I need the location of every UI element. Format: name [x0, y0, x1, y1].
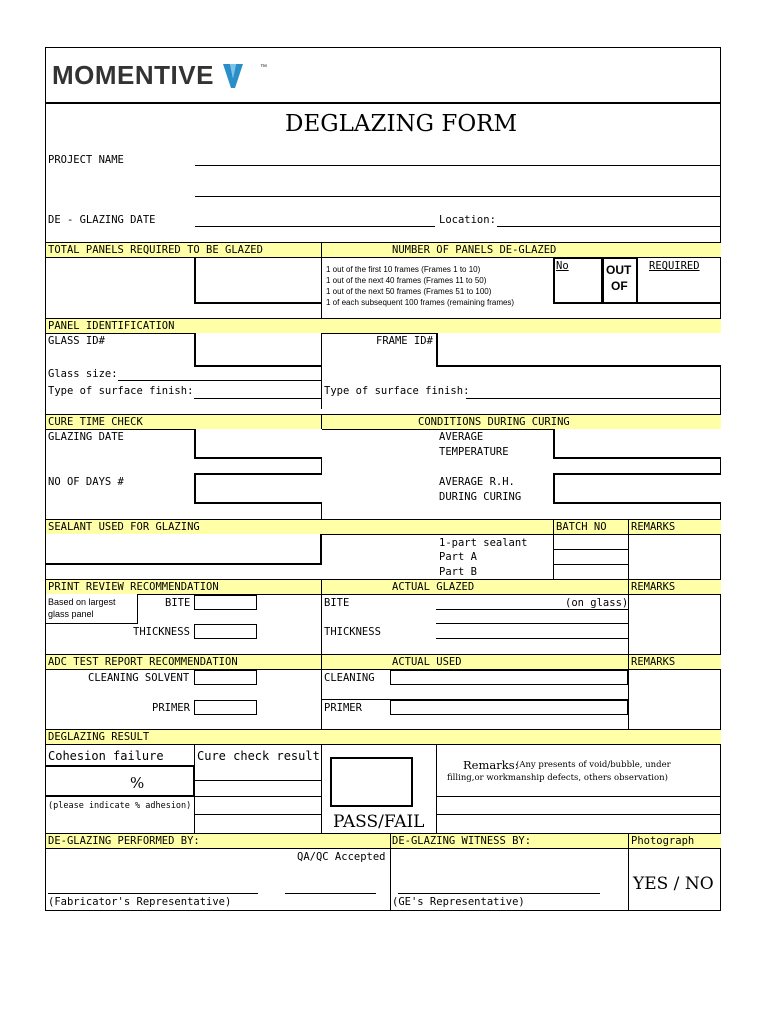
cleaning-solvent-label: CLEANING SOLVENT — [88, 672, 190, 684]
pass-fail-box[interactable] — [330, 757, 413, 807]
logo-text: MOMENTIVE — [52, 60, 214, 90]
glazing-date-box[interactable] — [194, 429, 322, 459]
adc-header: ADC TEST REPORT RECOMMENDATION — [48, 656, 238, 668]
surface-finish-left-label: Type of surface finish: — [48, 385, 194, 397]
performed-by-header: DE-GLAZING PERFORMED BY: — [48, 835, 200, 847]
result-remarks-label: Remarks: — [463, 758, 519, 772]
no-days-box[interactable] — [194, 473, 322, 504]
print-review-header: PRINT REVIEW RECOMMENDATION — [48, 581, 219, 593]
glass-id-box[interactable] — [194, 333, 322, 367]
avg-rh-box[interactable] — [553, 473, 721, 504]
cure-check-label: Cure check result — [197, 749, 320, 763]
one-part-label: 1-part sealant — [439, 537, 528, 549]
glass-size-line[interactable] — [118, 380, 321, 381]
primer-box[interactable] — [194, 700, 257, 715]
surface-finish-right-label: Type of surface finish: — [324, 385, 470, 397]
percent-box[interactable] — [46, 765, 195, 797]
number-deglazed-header: NUMBER OF PANELS DE-GLAZED — [392, 244, 557, 256]
actual-thickness-line[interactable] — [436, 638, 628, 639]
actual-glazed-header: ACTUAL GLAZED — [392, 581, 475, 593]
cure-time-header: CURE TIME CHECK — [48, 416, 143, 428]
actual-bite-line-2[interactable] — [436, 623, 628, 624]
rule-4: 1 of each subsequent 100 frames (remaining frames) — [326, 298, 515, 307]
adc-remarks-divider — [628, 654, 629, 730]
rule-3: 1 out of the next 50 frames (Frames 51 to 100) — [326, 287, 492, 296]
batch-no-header: BATCH NO — [556, 521, 607, 533]
photograph-divider — [628, 833, 629, 911]
sealant-remarks-header: REMARKS — [631, 521, 676, 533]
qaqc-sign-line[interactable] — [285, 893, 376, 894]
deglazing-date-label: DE - GLAZING DATE — [48, 214, 156, 226]
percent-label: % — [130, 774, 145, 792]
adc-remarks-header: REMARKS — [631, 656, 676, 668]
indicate-label: (please indicate % adhesion) — [48, 801, 192, 811]
form-title: DEGLAZING FORM — [285, 111, 518, 137]
result-header: DEGLAZING RESULT — [48, 731, 150, 743]
rule-2: 1 out of the next 40 frames (Frames 11 to 50) — [326, 276, 487, 285]
yes-no-label[interactable]: YES / NO — [633, 874, 714, 894]
bite-label: BITE — [165, 597, 191, 609]
on-glass-label: (on glass) — [565, 597, 629, 609]
deglazing-date-line[interactable] — [195, 226, 435, 227]
result-remarks-line-1[interactable] — [436, 796, 721, 797]
total-panels-box[interactable] — [194, 258, 322, 304]
surface-finish-left-line[interactable] — [194, 398, 321, 399]
cure-check-line-1[interactable] — [194, 780, 321, 781]
batch-line-2[interactable] — [553, 564, 628, 565]
required-label: REQUIRED — [649, 260, 700, 272]
glass-id-label: GLASS ID# — [48, 335, 105, 347]
remarks-note-2: filling,or workmanship defects, others observation) — [447, 773, 668, 783]
print-review-remarks-divider — [628, 579, 629, 655]
cleaning-label: CLEANING — [324, 672, 375, 684]
part-b-label: Part B — [439, 566, 477, 578]
print-review-remarks-header: REMARKS — [631, 581, 676, 593]
thickness-box[interactable] — [194, 624, 257, 639]
witness-by-header: DE-GLAZING WITNESS BY: — [392, 835, 532, 847]
glass-size-label: Glass size: — [48, 368, 118, 380]
of-label: OF — [611, 279, 628, 293]
print-review-divider — [321, 579, 322, 655]
out-label: OUT — [606, 263, 632, 277]
sealant-remarks-divider — [628, 519, 629, 579]
actual-bite-label: BITE — [324, 597, 350, 609]
batch-line-1[interactable] — [553, 549, 628, 550]
total-panels-header: TOTAL PANELS REQUIRED TO BE GLAZED — [48, 244, 263, 256]
result-mid-divider — [321, 745, 322, 833]
adc-divider — [321, 654, 322, 730]
primer-label: PRIMER — [152, 702, 190, 714]
surface-finish-right-line[interactable] — [466, 398, 721, 399]
ge-label: (GE's Representative) — [392, 896, 525, 908]
cleaning-solvent-box[interactable] — [194, 670, 257, 685]
signoff-divider — [390, 833, 391, 911]
based-on-label-2: glass panel — [48, 609, 94, 619]
avg-rh-label-1: AVERAGE R.H. — [439, 476, 515, 488]
fabricator-label: (Fabricator's Representative) — [48, 896, 232, 908]
actual-primer-label: PRIMER — [324, 702, 362, 714]
cleaning-box[interactable] — [390, 670, 628, 685]
fabricator-sign-line[interactable] — [48, 893, 258, 894]
actual-used-header: ACTUAL USED — [392, 656, 462, 668]
avg-temp-label-1: AVERAGE — [439, 431, 484, 443]
remarks-note-1: (Any presents of void/bubble, under — [516, 760, 671, 770]
result-remarks-divider — [436, 745, 437, 833]
location-line[interactable] — [497, 226, 720, 227]
no-label: No — [556, 260, 569, 272]
actual-primer-box[interactable] — [390, 700, 628, 715]
qaqc-label: QA/QC Accepted — [297, 851, 386, 863]
project-name-line[interactable] — [195, 165, 720, 166]
cure-check-line-2[interactable] — [194, 796, 321, 797]
sealant-header: SEALANT USED FOR GLAZING — [48, 521, 200, 533]
glazing-date-label: GLAZING DATE — [48, 431, 124, 443]
identification-header: PANEL IDENTIFICATION — [48, 320, 175, 332]
photograph-header: Photograph — [631, 835, 695, 847]
avg-temp-box[interactable] — [553, 429, 721, 459]
location-label: Location: — [439, 214, 496, 226]
avg-temp-label-2: TEMPERATURE — [439, 446, 509, 458]
logo-divider — [46, 102, 721, 104]
rule-1: 1 out of the first 10 frames (Frames 1 to 10) — [326, 265, 481, 274]
avg-rh-label-2: DURING CURING — [439, 491, 522, 503]
project-name-line-2[interactable] — [195, 196, 720, 197]
actual-thickness-label: THICKNESS — [324, 626, 381, 638]
logo-tm: ™ — [260, 64, 267, 71]
pass-fail-label: PASS/FAIL — [333, 812, 425, 832]
identification-divider — [321, 333, 322, 409]
cure-check-line-3[interactable] — [194, 814, 321, 815]
part-a-label: Part A — [439, 551, 477, 563]
result-remarks-line-2[interactable] — [436, 814, 721, 815]
ge-sign-line[interactable] — [398, 893, 600, 894]
conditions-header: CONDITIONS DURING CURING — [418, 416, 570, 428]
cure-header-bar — [46, 414, 721, 430]
sealant-name-box[interactable] — [46, 534, 322, 565]
project-name-label: PROJECT NAME — [48, 154, 124, 166]
bite-box[interactable] — [194, 595, 257, 610]
thickness-label: THICKNESS — [133, 626, 190, 638]
momentive-logo — [50, 60, 290, 92]
logo-v-mark-icon — [222, 62, 244, 90]
no-days-label: NO OF DAYS # — [48, 476, 124, 488]
cohesion-label: Cohesion failure — [48, 749, 164, 763]
frame-id-box[interactable] — [436, 333, 721, 367]
actual-bite-line[interactable] — [436, 609, 628, 610]
based-on-label-1: Based on largest — [48, 597, 116, 607]
frame-id-label: FRAME ID# — [376, 335, 433, 347]
